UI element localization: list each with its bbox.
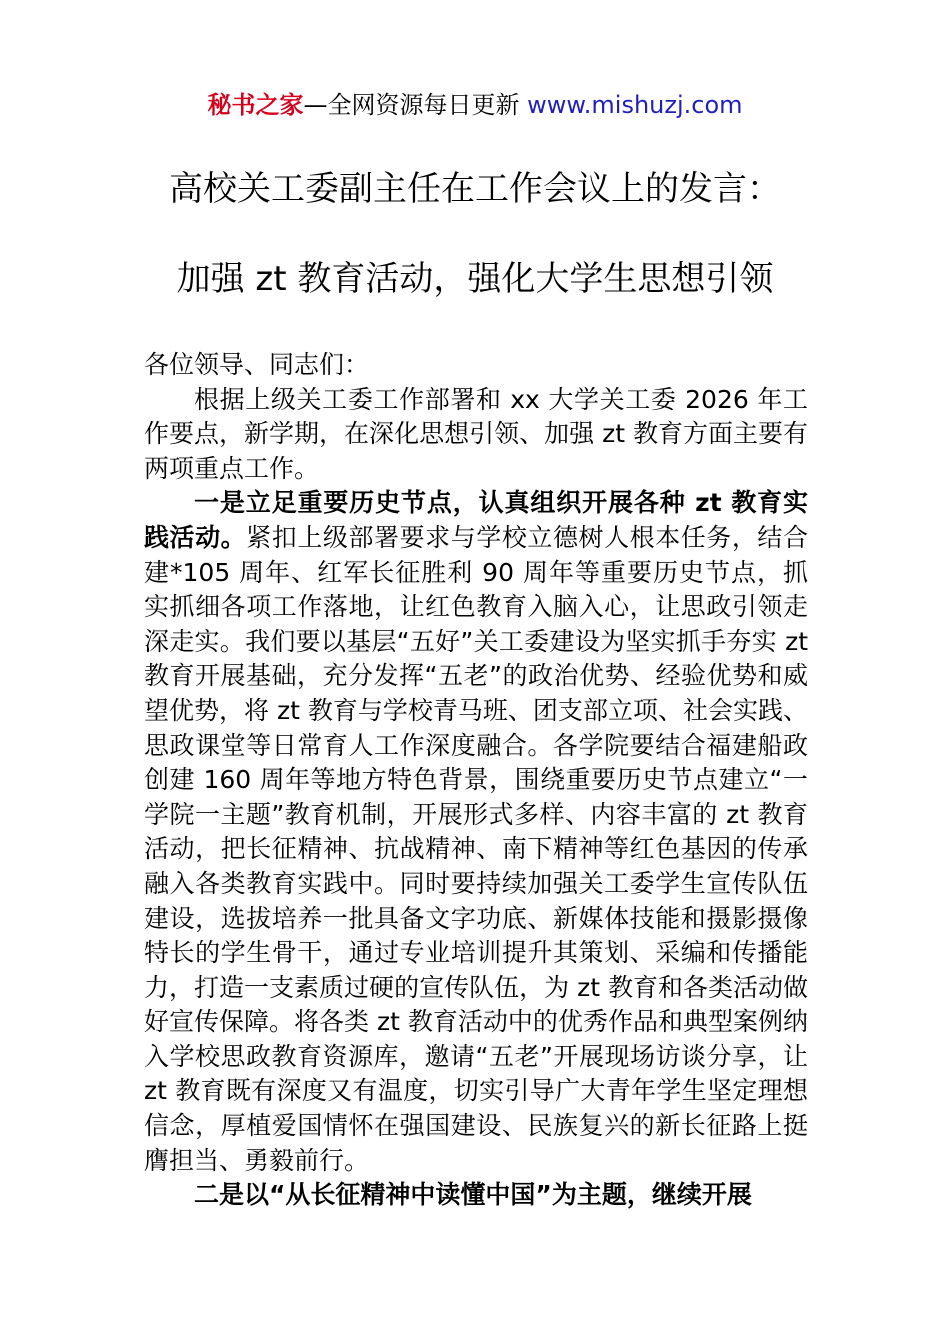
salutation: 各位领导、同志们： (144, 350, 370, 379)
section-1-body: 紧扣上级部署要求与学校立德树人根本任务，结合建*105 周年、红军长征胜利 90 周年等重要历史节点，抓实抓细各项工作落地，让红色教育入脑入心，让思政引领走深走实。我们要以基层“五好”关工委建设为坚实抓手夯实 zt 教育开展基础，充分发挥“五老”的政治优势、经验优势和威望优势，将 zt 教育与学校青马班、团支部立项、社会实践、思政课堂等日常育人工作深度融合。各学院要结合福建船政创建 160 周年等地方特色背景，围绕重要历史节点建立“一学院一主题”教育机制，开展形式多样、内容丰富的 zt 教育活动，把长征精神、抗战精神、南下精神等红色基因的传承融入各类教育实践中。同时要持续加强关工委学生宣传队伍建设，选拔培养一批具备文字功底、新媒体技能和摄影摄像特长的学生骨干，通过专业培训提升其策划、采编和传播能力，打造一支素质过硬的宣传队伍，为 zt 教育和各类活动做好宣传保障。将各类 zt 教育活动中的优秀作品和典型案例纳入学校思政教育资源库，邀请“五老”开展现场访谈分享，让 zt 教育既有深度又有温度，切实引导广大青年学生坚定理想信念，厚植爱国情怀在强国建设、民族复兴的新长征路上挺膺担当、勇毅前行。 (144, 522, 808, 1175)
section-2-heading: 二是以“从长征精神中读懂中国”为主题，继续开展 (194, 1180, 752, 1210)
brand-name: 秘书之家 (207, 91, 304, 119)
title-line-1: 高校关工委副主任在工作会议上的发言： (169, 169, 781, 209)
header-tagline: —全网资源每日更新 (303, 91, 520, 119)
section-1-heading: 一是立足重要历史节点，认真组织开展各种 zt 教育实践活动。 (144, 488, 808, 552)
site-url-link[interactable]: www.mishuzj.com (527, 91, 743, 119)
title-line-2: 加强 zt 教育活动，强化大学生思想引领 (176, 259, 774, 299)
site-header (0, 88, 950, 122)
document-body (144, 348, 808, 1213)
section-1-paragraph (144, 486, 808, 1178)
intro-paragraph: 根据上级关工委工作部署和 xx 大学关工委 2026 年工作要点，新学期，在深化思想引领、加强 zt 教育方面主要有两项重点工作。 (144, 384, 808, 483)
